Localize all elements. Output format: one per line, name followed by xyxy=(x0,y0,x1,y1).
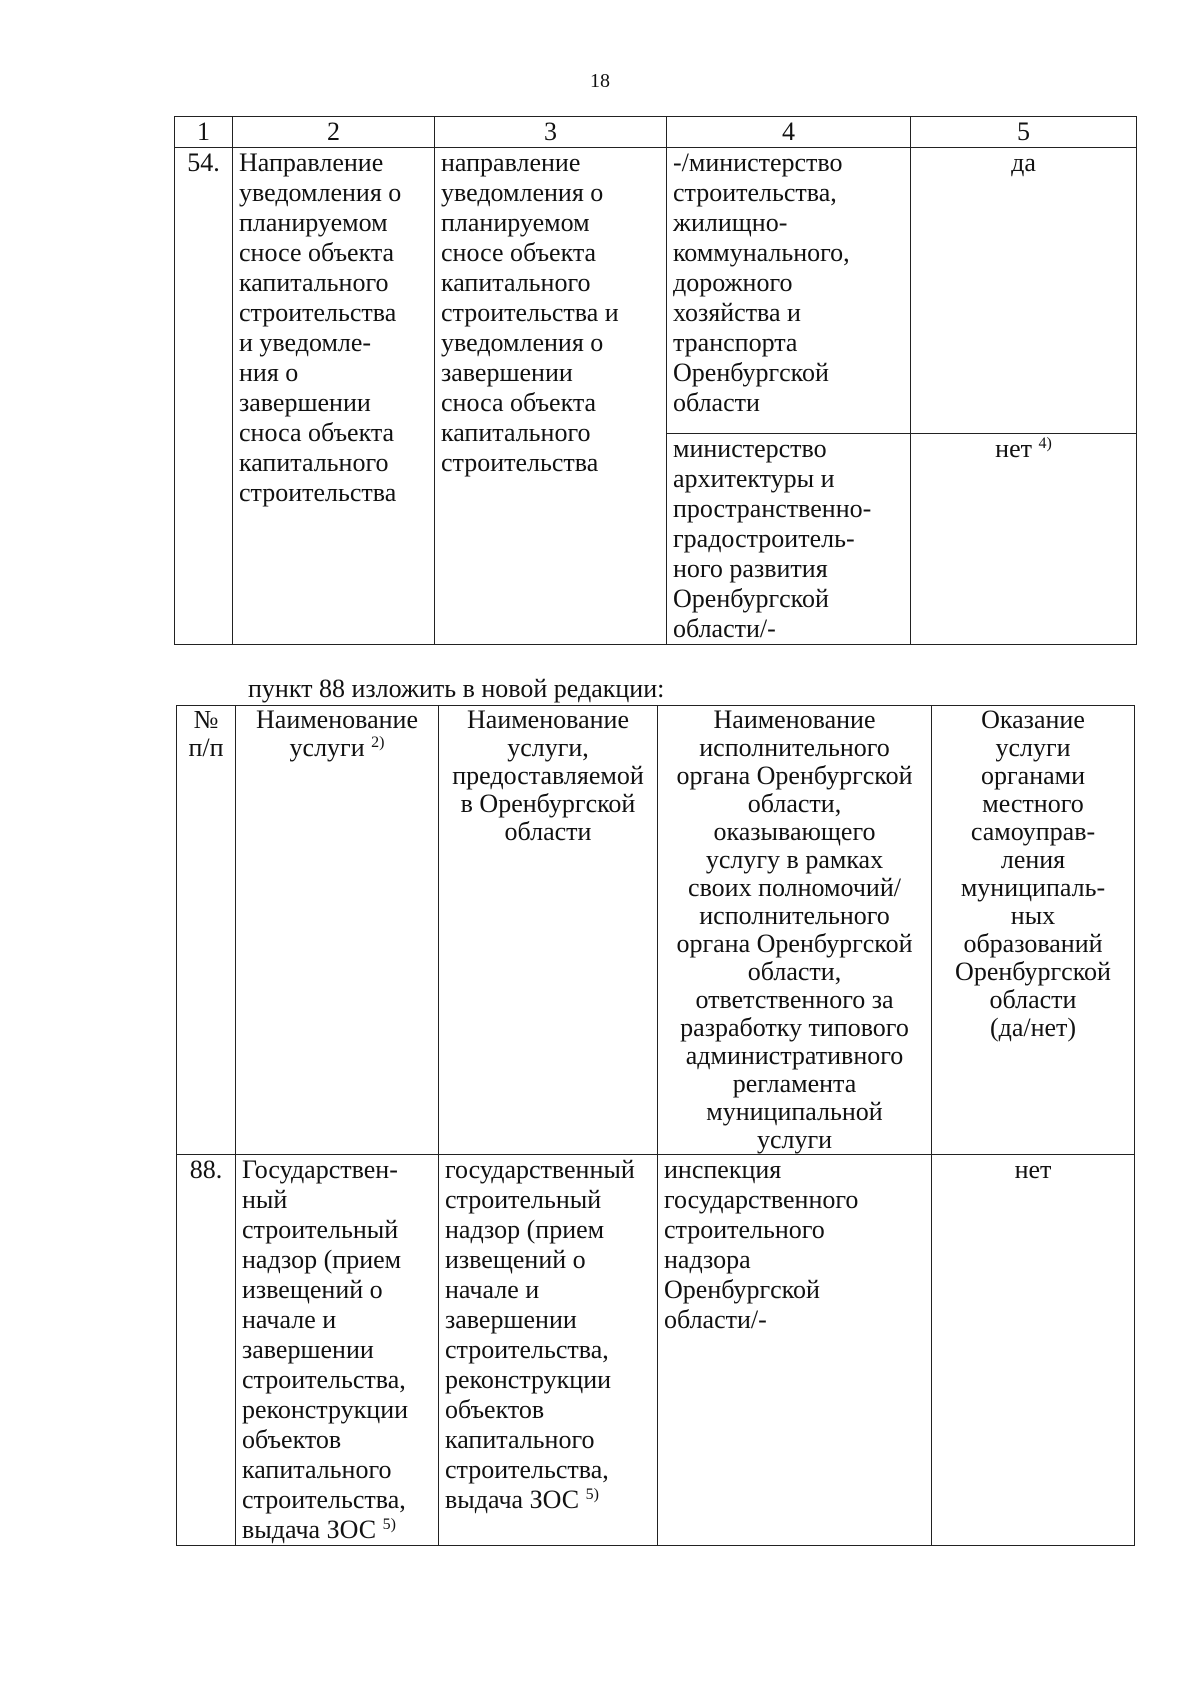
header-line: области, xyxy=(747,789,842,818)
text-line: надзор (прием xyxy=(242,1245,402,1274)
header-service-name xyxy=(236,706,439,1155)
table-column-numbers-row xyxy=(175,117,1137,148)
header-line: № xyxy=(193,705,219,734)
text-line: капитального xyxy=(445,1425,595,1454)
text-line: пространственно- xyxy=(673,494,872,523)
header-municipal xyxy=(932,706,1135,1155)
header-line: предоставляемой xyxy=(452,761,644,790)
text-line: планируемом xyxy=(441,208,590,237)
header-line: своих полномочий/ xyxy=(688,873,901,902)
text-line: уведомления о xyxy=(239,178,402,207)
text-line: строительства xyxy=(441,448,599,477)
header-line: услугу в рамках xyxy=(705,845,884,874)
text-line: завершении xyxy=(242,1335,374,1364)
header-line: муниципальной xyxy=(706,1097,883,1126)
header-line: образований xyxy=(963,929,1103,958)
header-line: оказывающего xyxy=(713,817,876,846)
service-name-cell xyxy=(236,1155,439,1546)
header-number xyxy=(177,706,236,1155)
text-line: капитального xyxy=(242,1455,392,1484)
service-name-cell xyxy=(233,148,435,645)
header-line: органа Оренбургской xyxy=(676,761,913,790)
text-line: -/министерство xyxy=(673,148,843,177)
header-line: муниципаль- xyxy=(960,873,1106,902)
text-line: сноса объекта xyxy=(441,388,597,417)
text-line: капитального xyxy=(239,268,389,297)
header-line: самоуправ- xyxy=(970,817,1096,846)
table-row xyxy=(175,148,1137,434)
executive-body-cell xyxy=(667,148,911,434)
row-number: 54. xyxy=(175,148,233,645)
col-number-1: 1 xyxy=(175,117,233,148)
col-number-2: 2 xyxy=(233,117,435,148)
header-line: разработку типового xyxy=(680,1013,909,1042)
header-line: в Оренбургской xyxy=(460,789,636,818)
header-line: Оказание xyxy=(981,705,1085,734)
text-line: направление xyxy=(441,148,581,177)
text-line: государственный xyxy=(445,1155,635,1184)
text-line: планируемом xyxy=(239,208,388,237)
text-line: области xyxy=(673,388,760,417)
col-number-3: 3 xyxy=(435,117,667,148)
text-line: ного развития xyxy=(673,554,828,583)
text-line: области/- xyxy=(664,1305,767,1334)
row-number: 88. xyxy=(177,1155,236,1546)
text-line: капитального xyxy=(441,268,591,297)
text-line: начале и xyxy=(445,1275,540,1304)
text-line: уведомления о xyxy=(441,328,604,357)
footnote-ref: 2) xyxy=(371,734,385,751)
text-line: Оренбургской xyxy=(673,358,829,387)
text-line: государственного xyxy=(664,1185,859,1214)
text-line: уведомления о xyxy=(441,178,604,207)
header-line: местного xyxy=(982,789,1084,818)
header-line: Наименование услуги xyxy=(256,705,418,762)
text-line: ния о xyxy=(239,358,299,387)
text-line: завершении xyxy=(239,388,371,417)
text-line: области/- xyxy=(673,614,776,643)
text-line: Оренбургской xyxy=(664,1275,820,1304)
text-line: строительства, xyxy=(445,1335,609,1364)
text-line: строительства и xyxy=(441,298,619,327)
text-line: министерство xyxy=(673,434,827,463)
text-line: строительства, xyxy=(445,1455,609,1484)
header-line: исполнительного xyxy=(699,733,890,762)
text-line: транспорта xyxy=(673,328,798,357)
municipal-answer-cell: нет xyxy=(932,1155,1135,1546)
text-line: реконструкции xyxy=(445,1365,612,1394)
text-line: хозяйства и xyxy=(673,298,801,327)
header-line: регламента xyxy=(732,1069,857,1098)
text-line: реконструкции xyxy=(242,1395,409,1424)
text-fragment: выдача ЗОС xyxy=(242,1515,377,1544)
text-line: инспекция xyxy=(664,1155,782,1184)
footnote-ref: 5) xyxy=(585,1486,599,1503)
header-line: Наименование xyxy=(713,705,876,734)
header-line: ответственного за xyxy=(695,985,894,1014)
text-line: строительный xyxy=(445,1185,602,1214)
col-number-5: 5 xyxy=(911,117,1137,148)
header-line: ных xyxy=(1010,901,1056,930)
header-line: исполнительного xyxy=(699,901,890,930)
header-line: п/п xyxy=(188,733,224,762)
header-line: услуги xyxy=(756,1125,833,1154)
text-line: объектов xyxy=(445,1395,545,1424)
text-fragment: выдача ЗОС xyxy=(445,1485,580,1514)
text-line: объектов xyxy=(242,1425,342,1454)
text-line: Государствен- xyxy=(242,1155,398,1184)
table-section-54 xyxy=(174,116,1137,645)
regional-service-cell xyxy=(439,1155,658,1546)
text-line xyxy=(242,1515,434,1545)
header-line: административного xyxy=(685,1041,904,1070)
text-line: строительства xyxy=(239,478,397,507)
executive-body-cell xyxy=(667,434,911,645)
text-line: завершении xyxy=(441,358,573,387)
executive-body-cell xyxy=(658,1155,932,1546)
municipal-answer-cell xyxy=(911,434,1137,645)
text-line: капитального xyxy=(441,418,591,447)
header-line: области xyxy=(989,985,1077,1014)
header-regional-service xyxy=(439,706,658,1155)
text-line: извещений о xyxy=(242,1275,383,1304)
text-line: начале и xyxy=(242,1305,337,1334)
header-line: Оренбургской xyxy=(955,957,1111,986)
text-line: и уведомле- xyxy=(239,328,372,357)
header-line: органа Оренбургской xyxy=(676,929,913,958)
header-line: Наименование xyxy=(467,705,629,734)
text-line: жилищно- xyxy=(673,208,788,237)
text-line: строительства, xyxy=(242,1485,406,1514)
text-line: сноса объекта xyxy=(239,418,395,447)
header-line: области xyxy=(504,817,592,846)
text-line: строительного xyxy=(664,1215,825,1244)
text-line: сносе объекта xyxy=(239,238,395,267)
page-number: 18 xyxy=(590,70,610,92)
amendment-intro-text: пункт 88 изложить в новой редакции: xyxy=(248,674,665,703)
text-line: ный xyxy=(242,1185,288,1214)
text-line: извещений о xyxy=(445,1245,586,1274)
regional-service-cell xyxy=(435,148,667,645)
text-line: строительства xyxy=(239,298,397,327)
footnote-ref: 5) xyxy=(382,1516,396,1533)
text-line: строительства, xyxy=(673,178,837,207)
header-line: области, xyxy=(747,957,842,986)
text-line: строительства, xyxy=(242,1365,406,1394)
header-line: ления xyxy=(1000,845,1066,874)
text-line: градостроитель- xyxy=(673,524,855,553)
table-section-88 xyxy=(176,705,1135,1546)
text-line: сносе объекта xyxy=(441,238,597,267)
table-row xyxy=(177,1155,1135,1546)
text-line: капитального xyxy=(239,448,389,477)
text-line xyxy=(445,1485,653,1515)
table-header-row xyxy=(177,706,1135,1155)
text-line: завершении xyxy=(445,1305,577,1334)
header-line: услуги xyxy=(995,733,1071,762)
header-line: органами xyxy=(980,761,1086,790)
text-line: строительный xyxy=(242,1215,399,1244)
header-executive-body xyxy=(658,706,932,1155)
municipal-answer-cell: да xyxy=(911,148,1137,434)
footnote-ref: 4) xyxy=(1038,435,1052,452)
text-line: Оренбургской xyxy=(673,584,829,613)
text-line: архитектуры и xyxy=(673,464,835,493)
text-line: Направление xyxy=(239,148,384,177)
text-line: коммунального, xyxy=(673,238,850,267)
text-line: дорожного xyxy=(673,268,793,297)
text-line: надзора xyxy=(664,1245,751,1274)
header-line: услуги, xyxy=(507,733,589,762)
header-line: (да/нет) xyxy=(989,1013,1077,1042)
answer-text: нет xyxy=(995,434,1032,463)
text-line: надзор (прием xyxy=(445,1215,605,1244)
col-number-4: 4 xyxy=(667,117,911,148)
